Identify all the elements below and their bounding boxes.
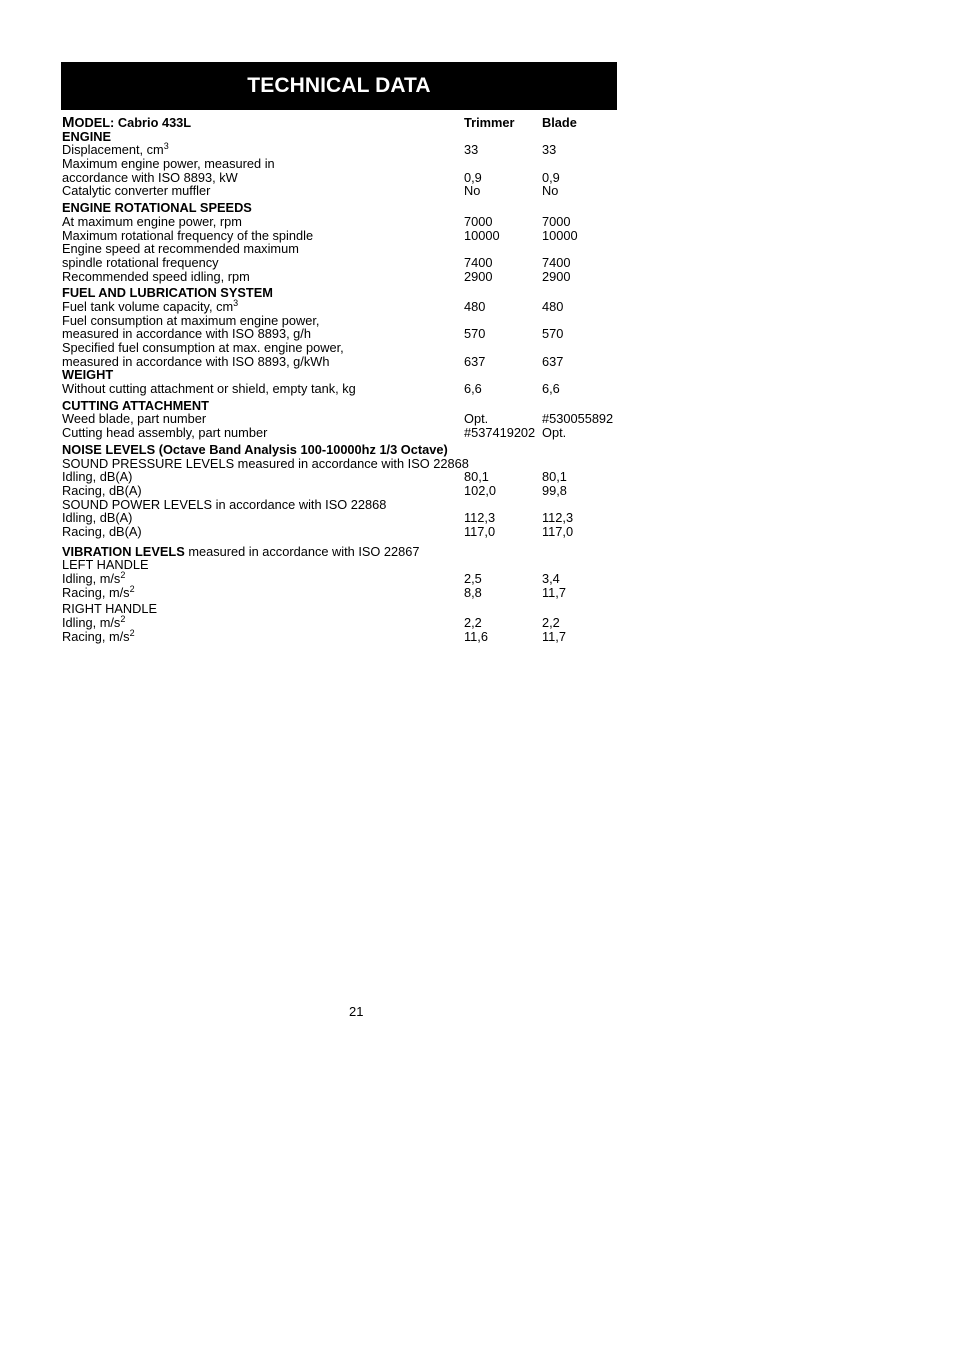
trimmer-value: 112,3 xyxy=(464,510,496,526)
spec-row xyxy=(62,242,622,256)
spec-row xyxy=(62,572,622,586)
spec-label xyxy=(62,457,469,471)
blade-value: 10000 xyxy=(542,227,578,243)
model-label xyxy=(62,116,191,130)
spec-label-text: RIGHT HANDLE xyxy=(62,601,158,617)
spec-label xyxy=(62,616,125,630)
trimmer-value: 2900 xyxy=(464,268,493,284)
spec-label xyxy=(62,558,149,572)
spec-label-text: measured in accordance with ISO 8893, g/h xyxy=(62,326,311,342)
spec-label xyxy=(62,498,386,512)
trimmer-value: 117,0 xyxy=(464,523,496,539)
unit-superscript: 2 xyxy=(120,570,126,580)
spec-label xyxy=(62,484,142,498)
blade-value: 2900 xyxy=(542,268,571,284)
blade-value: 7400 xyxy=(542,254,571,270)
spec-label-text: Idling, m/s xyxy=(62,615,121,631)
spec-label-text: Specified fuel consumption at max. engine power, xyxy=(62,340,344,355)
spec-row xyxy=(62,426,622,440)
unit-superscript: 2 xyxy=(129,627,135,638)
section-title-bar xyxy=(61,62,617,110)
spec-label-text: Racing, dB(A) xyxy=(62,523,142,539)
spec-label-text: Racing, m/s xyxy=(62,628,130,644)
spec-label xyxy=(62,270,250,284)
section-heading-text: ENGINE ROTATIONAL SPEEDS xyxy=(62,200,252,216)
trimmer-value: 570 xyxy=(464,326,486,342)
column-header-blade: Blade xyxy=(542,115,577,130)
spec-label xyxy=(62,355,329,369)
spec-label-text: Displacement, cm xyxy=(62,142,164,158)
section-heading xyxy=(62,201,622,215)
blade-value: 3,4 xyxy=(542,571,560,586)
section-heading xyxy=(62,545,622,559)
spec-row xyxy=(62,171,622,185)
spec-row xyxy=(62,558,622,572)
spec-table xyxy=(62,116,622,643)
blade-value: 11,7 xyxy=(542,628,566,644)
model-row xyxy=(62,116,622,130)
spec-row xyxy=(62,143,622,157)
section-heading-text: WEIGHT xyxy=(62,367,114,383)
spec-label-text: Maximum rotational frequency of the spindle xyxy=(62,227,314,243)
spec-label-text: spindle rotational frequency xyxy=(62,254,219,270)
spec-label xyxy=(62,341,344,355)
spec-label xyxy=(62,184,210,198)
trimmer-value: 7400 xyxy=(464,254,493,270)
section-heading xyxy=(62,286,622,300)
spec-label-text: Fuel consumption at maximum engine power, xyxy=(62,312,320,328)
unit-superscript: 2 xyxy=(120,614,126,625)
spec-label-text: Catalytic converter muffler xyxy=(62,183,211,199)
section-heading-bold: VIBRATION LEVELS xyxy=(62,543,185,559)
blade-value: 2,2 xyxy=(542,615,560,631)
spec-row xyxy=(62,327,622,341)
spec-row xyxy=(62,314,622,328)
spec-label xyxy=(62,412,206,426)
section-heading-rest: measured in accordance with ISO 22867 xyxy=(184,543,420,559)
spec-row xyxy=(62,602,622,616)
blade-value: Opt. xyxy=(542,425,567,441)
unit-superscript: 3 xyxy=(163,141,169,152)
spec-row xyxy=(62,157,622,171)
blade-value: 33 xyxy=(542,142,557,158)
spec-label-text: At maximum engine power, rpm xyxy=(62,213,242,229)
trimmer-value: 0,9 xyxy=(464,169,482,185)
spec-row xyxy=(62,616,622,630)
spec-row xyxy=(62,382,622,396)
section-heading xyxy=(62,443,622,457)
spec-label xyxy=(62,583,135,600)
section-heading-text: ENGINE xyxy=(62,128,112,144)
unit-superscript: 3 xyxy=(233,297,239,308)
section-heading-text xyxy=(62,545,420,559)
page-number: 21 xyxy=(349,1004,364,1019)
blade-value: 99,8 xyxy=(542,482,567,498)
spec-label-text: Engine speed at recommended maximum xyxy=(62,241,299,257)
spec-row xyxy=(62,525,622,539)
trimmer-value: 637 xyxy=(464,353,486,369)
blade-value: No xyxy=(542,183,559,199)
trimmer-value: No xyxy=(464,183,481,199)
trimmer-value: 480 xyxy=(464,298,486,314)
spec-label-text: SOUND POWER LEVELS in accordance with ISO 22868 xyxy=(62,496,387,512)
section-heading xyxy=(62,368,622,382)
spec-label xyxy=(62,157,275,171)
spec-row xyxy=(62,412,622,426)
spec-label-text: Racing, m/s xyxy=(62,584,130,600)
spec-label xyxy=(62,470,132,484)
spec-label-text: Without cutting attachment or shield, empty tank, kg xyxy=(62,381,356,397)
spec-label-text: SOUND PRESSURE LEVELS measured in accordance with ISO 22868 xyxy=(62,455,469,471)
trimmer-value: 11,6 xyxy=(464,628,488,644)
trimmer-value: 8,8 xyxy=(464,584,482,600)
blade-value: 7000 xyxy=(542,213,571,229)
spec-label-text: Recommended speed idling, rpm xyxy=(62,268,250,284)
spec-row xyxy=(62,341,622,355)
spec-label-text: LEFT HANDLE xyxy=(62,557,149,573)
section-heading-text: FUEL AND LUBRICATION SYSTEM xyxy=(62,285,273,301)
spec-label-text: Idling, dB(A) xyxy=(62,510,133,526)
blade-value: 480 xyxy=(542,298,564,314)
spec-label xyxy=(62,511,132,525)
spec-row xyxy=(62,498,622,512)
spec-label xyxy=(62,627,135,644)
spec-label-text: accordance with ISO 8893, kW xyxy=(62,169,238,185)
spec-row xyxy=(62,457,622,471)
spec-label-text: Idling, dB(A) xyxy=(62,469,133,485)
blade-value: 570 xyxy=(542,326,564,342)
spec-label xyxy=(62,215,242,229)
trimmer-value: #537419202 xyxy=(464,425,536,441)
spec-label xyxy=(62,297,239,314)
blade-value: 11,7 xyxy=(542,584,566,600)
blade-value: 6,6 xyxy=(542,381,560,397)
spec-label xyxy=(62,242,299,256)
trimmer-value: 10000 xyxy=(464,227,500,243)
blade-value: 112,3 xyxy=(542,510,574,526)
spec-row xyxy=(62,297,622,314)
section-heading-text: CUTTING ATTACHMENT xyxy=(62,397,209,413)
blade-value: #530055892 xyxy=(542,411,614,427)
spec-label xyxy=(62,382,356,396)
section-heading-text: NOISE LEVELS (Octave Band Analysis 100-10000hz 1/3 Octave) xyxy=(62,441,448,457)
spec-label xyxy=(62,229,313,243)
spec-label xyxy=(62,256,219,270)
spec-label xyxy=(62,314,320,328)
spec-row xyxy=(62,484,622,498)
column-header-trimmer: Trimmer xyxy=(464,115,515,130)
model-label-rest: ODEL: Cabrio 433L xyxy=(74,115,192,130)
trimmer-value: Opt. xyxy=(464,411,489,427)
spec-label-text: Idling, m/s xyxy=(62,571,121,586)
blade-value: 80,1 xyxy=(542,469,567,485)
spec-row xyxy=(62,256,622,270)
spec-row xyxy=(62,583,622,600)
spec-row xyxy=(62,184,622,198)
spec-row xyxy=(62,511,622,525)
trimmer-value: 102,0 xyxy=(464,482,497,498)
spec-row xyxy=(62,229,622,243)
spec-label xyxy=(62,525,142,539)
trimmer-value: 2,2 xyxy=(464,615,482,631)
spec-label xyxy=(62,327,311,341)
spec-label-text: measured in accordance with ISO 8893, g/kWh xyxy=(62,353,330,369)
trimmer-value: 80,1 xyxy=(464,469,489,485)
trimmer-value: 6,6 xyxy=(464,381,482,397)
spec-label-text: Fuel tank volume capacity, cm xyxy=(62,298,234,314)
trimmer-value: 33 xyxy=(464,142,479,158)
spec-label-text: Maximum engine power, measured in xyxy=(62,156,275,172)
spec-row xyxy=(62,270,622,284)
blade-value: 117,0 xyxy=(542,523,574,539)
blade-value: 637 xyxy=(542,353,564,369)
spec-label xyxy=(62,572,125,586)
spec-row xyxy=(62,470,622,484)
spec-row xyxy=(62,215,622,229)
spec-label-text: Weed blade, part number xyxy=(62,411,207,427)
section-heading xyxy=(62,399,622,413)
spec-label-text: Racing, dB(A) xyxy=(62,482,142,498)
trimmer-value: 2,5 xyxy=(464,571,482,586)
unit-superscript: 2 xyxy=(129,583,135,594)
spec-label-text: Cutting head assembly, part number xyxy=(62,425,268,441)
spec-label xyxy=(62,143,169,157)
model-label-initial: M xyxy=(62,114,75,131)
spec-label xyxy=(62,171,238,185)
trimmer-value: 7000 xyxy=(464,213,493,229)
blade-value: 0,9 xyxy=(542,169,560,185)
section-title: TECHNICAL DATA xyxy=(247,74,431,97)
spec-row xyxy=(62,355,622,369)
spec-row xyxy=(62,627,622,644)
spec-label xyxy=(62,426,267,440)
